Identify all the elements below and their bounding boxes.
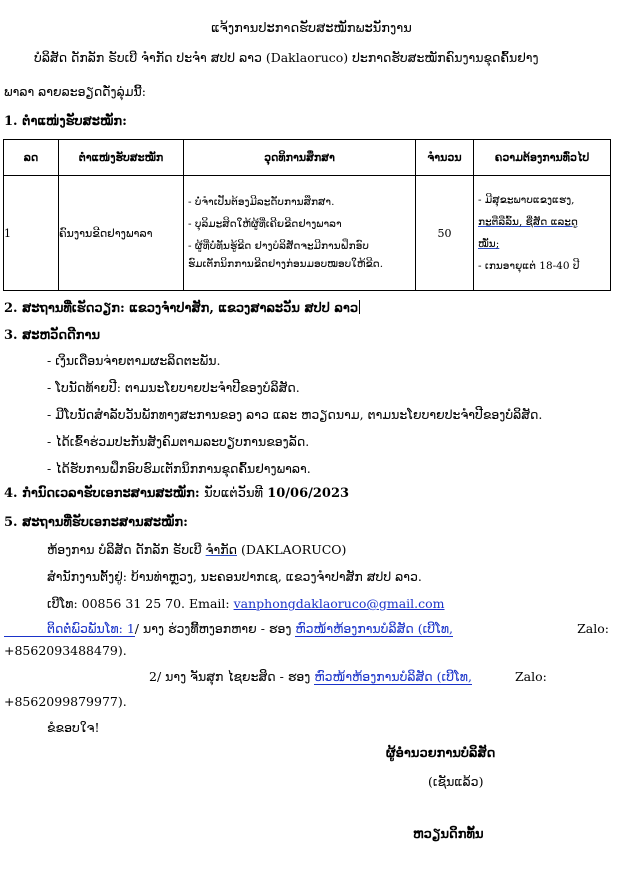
row-education: [184, 176, 416, 291]
contact1-label: ຕິດຕໍ່ພົວພັນໂທ: 1: [4, 621, 135, 637]
education-line: ຮົມເຕັກນິກການຂີດຢາງກ່ອນມອບໝອບໃຫ້ຂີດ.: [188, 258, 384, 270]
education-line: - ບໍ່ຈຳເປັນຕ້ອງມີລະດັບການສຶກສາ.: [188, 196, 335, 208]
table-row: [4, 176, 611, 291]
positions-table: [3, 139, 611, 291]
contact1-name: / ນາງ ຮ່ວງທີ້ຫງອກຫາຍ - ຮອງ: [134, 621, 292, 636]
requirement-line: ໝັ່ນ;: [478, 238, 500, 250]
deadline-text: ນັບແຕ່ວັນທີ: [204, 486, 268, 501]
signature-name: ຫວຽນດິກທັ້ນ: [413, 827, 484, 842]
thanks-text: ຂໍຂອບໃຈ!: [47, 720, 100, 735]
contact1-zalo: Zalo:: [577, 621, 609, 636]
intro-paragraph-continued: ພາລາ ລາຍລະອຽດດັ່ງລຸ່ມນີ້:: [4, 84, 146, 99]
deadline-label: 4. ກຳນົດເວລາຮັບເອກະສານສະໝັກ:: [4, 486, 200, 501]
benefit-item: - ມີໂບນັດສຳລັບວັນພັກທາງສະການຂອງ ລາວ ແລະ ຫວຽດນາມ, ຕາມນະໂຍບາຍປະຈຳປີຂອງບໍລິສັດ.: [47, 407, 543, 422]
email-link[interactable]: vanphongdaklaoruco@gmail.com: [233, 596, 445, 611]
section-workplace-heading: [4, 300, 360, 316]
section-benefits-heading: 3. ສະຫວັດດີການ: [4, 328, 101, 343]
contact2-role: ຫົວໜ້າຫ້ອງການບໍລິສັດ (ເບີໂທ,: [314, 669, 472, 684]
section-submission-heading: 5. ສະຖານທີ່ຮັບເອກະສານສະໝັກ:: [4, 515, 188, 530]
signature-title: ຜູ້ອຳນວຍການບໍລິສັດ: [386, 746, 496, 761]
requirement-line: - ມີສຸຂະພາບແຂງແຮງ,: [478, 194, 575, 206]
contact2-phone: +8562099879977).: [4, 694, 127, 709]
benefit-item: - ໄດ້ເຂົ້າຮ່ວມປະກັນສັງຄົມຕາມລະບຽບການຂອງລັດ.: [47, 434, 310, 449]
column-header-requirements: ຄວາມຕ້ອງການທົ່ວໄປ: [474, 140, 611, 176]
section-positions-heading: 1. ຕຳແໜ່ງຮັບສະໝັກ:: [4, 114, 127, 129]
workplace-text: 2. ສະຖານທີ່ເຮັດວຽກ: ແຂວງຈຳປາສັກ, ແຂວງສາລະວັນ ສປປ ລາວ: [4, 301, 359, 316]
requirement-line: ກະຕືລືລົ້ນ, ຊື່ສັດ ແລະດູ: [478, 216, 578, 228]
contact2-name: 2/ ນາງ ຈັນສຸກ ໄຊຍະສິດ - ຮອງ: [149, 669, 311, 684]
office-company: ຈຳກັດ: [205, 542, 237, 557]
benefit-item: - ໂບນັດທ້າຍປີ: ຕາມນະໂຍບາຍປະຈຳປີຂອງບໍລິສັດ.: [47, 380, 300, 395]
row-requirements: [474, 176, 611, 291]
contact-person-2: [4, 669, 609, 684]
benefit-item: - ເງິນເດືອນຈ່າຍຕາມຜະລິດຕະພັນ.: [47, 353, 221, 368]
education-line: - ຜູ້ທີ່ບໍ່ທັນຮູ້ຂີດ ຢາງບໍລິສັດຈະມີການຝຶກອົບ: [188, 240, 369, 252]
deadline-date: 10/06/2023: [267, 486, 350, 501]
office-suffix: (DAKLAORUCO): [240, 542, 347, 557]
table-header-row: [4, 140, 611, 176]
text-cursor: [359, 300, 360, 314]
row-number: 1: [4, 176, 59, 291]
column-header-no: ລດ: [4, 140, 59, 176]
benefit-item: - ໄດ້ຮັບການຝຶກອົບຮົມເຕັກນິກການຂຸດຄົ້ນຢາງພາລາ.: [47, 461, 311, 476]
phone-email-line: [47, 596, 445, 611]
column-header-education: ວຸດທິການສຶກສາ: [184, 140, 416, 176]
contact-person-1: [4, 621, 609, 637]
education-line: - ບຸລິມະສິດໃຫ້ຜູ້ທີ່ເຄີຍຂີດຢາງພາລາ: [188, 218, 342, 230]
section-deadline-heading: [4, 486, 349, 501]
office-prefix: ຫ້ອງການ ບໍລິສັດ ດັກລັກ ຣັບເບີ: [47, 542, 206, 557]
intro-paragraph: ບໍລິສັດ ດັກລັກ ຣັບເບີ ຈຳກັດ ປະຈຳ ສປປ ລາວ (Daklaoruco) ປະກາດຮັບສະໝັກຄົນງານຂຸດຄົ້ນຢາງ: [34, 50, 539, 65]
contact2-zalo: Zalo:: [515, 669, 547, 684]
contact1-role: ຫົວໜ້າຫ້ອງການບໍລິສັດ (ເບີໂທ,: [295, 621, 454, 636]
column-header-position: ຕຳແໜ່ງຮັບສະໝັກ: [59, 140, 184, 176]
office-address: ສຳນັກງານຕັ້ງຢູ່: ບ້ານທ່າຫຼວງ, ນະຄອນປາກເຊ, ແຂວງຈຳປາສັກ ສປປ ລາວ.: [47, 569, 422, 584]
contact1-phone: +8562093488479).: [4, 643, 127, 658]
announcement-title: ແຈ້ງການປະກາດຮັບສະໝັກພະນັກງານ: [211, 21, 412, 36]
row-quantity: 50: [416, 176, 474, 291]
phone-text: ເບີໂທ: 00856 31 25 70. Email:: [47, 596, 234, 611]
signature-stamp: (ເຊັນແລ້ວ): [428, 774, 484, 789]
requirement-line: - ເກນອາຍຸແຕ່ 18-40 ປີ: [478, 260, 580, 272]
office-name: [47, 542, 346, 557]
row-position: ຄົນງານຂີດຢາງພາລາ: [59, 176, 184, 291]
column-header-quantity: ຈຳນວນ: [416, 140, 474, 176]
